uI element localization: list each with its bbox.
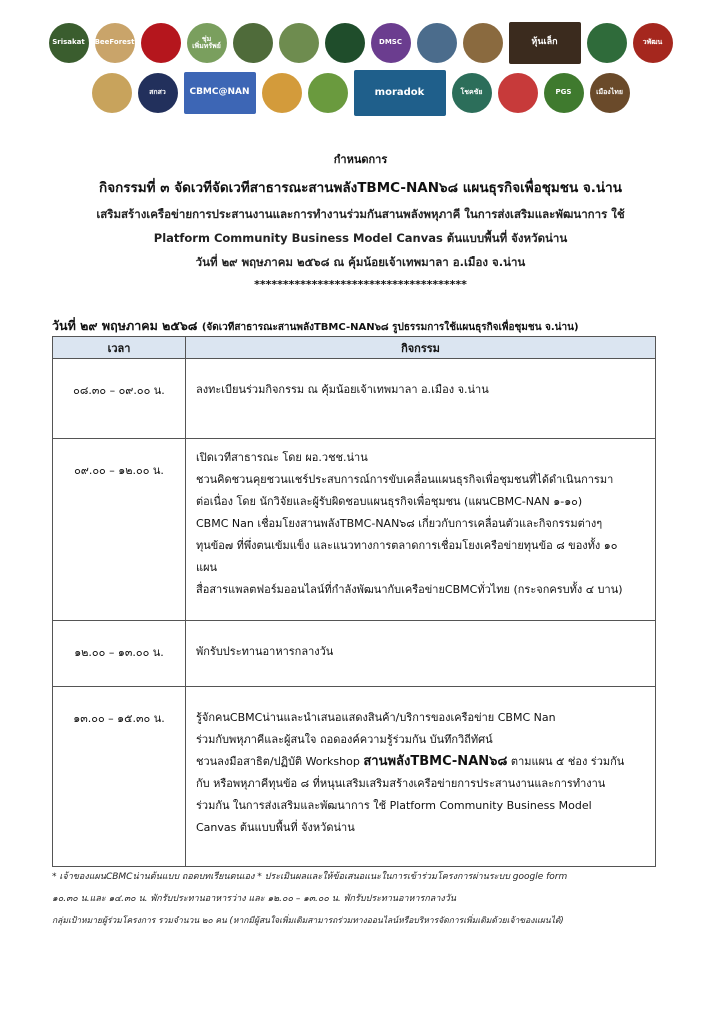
row-activity	[186, 439, 656, 621]
partner-logo: หุ้นเล็ก	[509, 22, 581, 64]
partner-logo: สกสว	[138, 73, 178, 113]
star-divider: *************************************	[254, 278, 467, 291]
title-block	[0, 150, 721, 291]
partner-logo	[262, 73, 302, 113]
partner-logo	[279, 23, 319, 63]
partner-logo	[325, 23, 365, 63]
schedule-date	[52, 316, 579, 336]
partner-logo	[417, 23, 457, 63]
header-activity: กิจกรรม	[186, 337, 656, 359]
activity-line: แผน	[196, 561, 218, 574]
row-activity	[186, 621, 656, 687]
partner-logo	[141, 23, 181, 63]
partner-logo: วพัฒน	[633, 23, 673, 63]
partner-logo: Srisakat	[49, 23, 89, 63]
activity-line: ลงทะเบียนร่วมกิจกรรม ณ คุ้มน้อยเจ้าเทพมาลา อ.เมือง จ.น่าน	[196, 383, 489, 396]
workshop-prefix: ชวนลงมือสาธิต/ปฏิบัติ Workshop	[196, 755, 360, 768]
table-row	[53, 439, 656, 621]
partner-logo	[587, 23, 627, 63]
activity-line: กับ หรือพหุภาคีทุนข้อ ๘ ที่หนุนเสริมเสริมสร้างเครือข่ายการประสานงานและการทำงาน	[196, 777, 606, 790]
footnotes	[52, 866, 672, 932]
partner-logo	[308, 73, 348, 113]
partner-logo: DMSC	[371, 23, 411, 63]
activity-line: ต่อเนื่อง โดย นักวิจัยและผู้รับผิดชอบแผนธุรกิจเพื่อชุมชน (แผนCBMC-NAN ๑-๑๐)	[196, 495, 583, 508]
partner-logo: PGS	[544, 73, 584, 113]
row-time: ๑๓.๐๐ – ๑๕.๓๐ น.	[53, 687, 186, 867]
partner-logos	[0, 22, 721, 122]
row-activity	[186, 359, 656, 439]
activity-line: CBMC Nan เชื่อมโยงสานพลังTBMC-NAN๖๘ เกี่ยวกับการเคลื่อนตัวและกิจกรรมต่างๆ	[196, 517, 603, 530]
partner-logo	[233, 23, 273, 63]
footnote-2: ๑๐.๓๐ น.และ ๑๔.๓๐ น. พักรับประทานอาหารว่าง และ ๑๒.๐๐ – ๑๓.๐๐ น. พักรับประทานอาหารกลางวัน	[52, 894, 456, 904]
table-header	[53, 337, 656, 359]
activity-line: พักรับประทานอาหารกลางวัน	[196, 645, 334, 658]
activity-line: เปิดเวทีสาธารณะ โดย ผอ.วชช.น่าน	[196, 451, 368, 464]
activity-line: ร่วมกัน ในการส่งเสริมและพัฒนาการ ใช้ Platform Community Business Model	[196, 799, 592, 812]
activity-line: Canvas ต้นแบบพื้นที่ จังหวัดน่าน	[196, 821, 355, 834]
header-time: เวลา	[53, 337, 186, 359]
footnote-3: กลุ่มเป้าหมายผู้ร่วมโครงการ รวมจำนวน ๒๐ คน (หากมีผู้สนใจเพิ่มเติมสามารถร่วมทางออนไลน์หรือบริหารจัดการเพิ่มเติมด้วยเจ้าของแผนได้)	[52, 916, 564, 926]
schedule-date-text: วันที่ ๒๙ พฤษภาคม ๒๕๖๘	[52, 318, 198, 333]
row-activity	[186, 687, 656, 867]
row-time: ๑๒.๐๐ – ๑๓.๐๐ น.	[53, 621, 186, 687]
footnote-1: * เจ้าของแผนCBMCน่านต้นแบบ ถอดบทเรียนตนเอง * ประเมินผลและให้ข้อเสนอแนะในการเข้าร่วมโครงการผ่านระบบ google form	[52, 872, 568, 882]
workshop-line	[196, 751, 647, 773]
subtitle-line-2: Platform Community Business Model Canvas ต้นแบบพื้นที่ จังหวัดน่าน	[153, 231, 568, 245]
table-row	[53, 359, 656, 439]
activity-line: ร่วมกับพหุภาคีและผู้สนใจ ถอดองค์ความรู้ร่วมกัน บันทึกวิถีทัศน์	[196, 733, 493, 746]
schedule-date-note: (จัดเวทีสาธารณะสานพลังTBMC-NAN๖๘ รูปธรรมการใช้แผนธุรกิจเพื่อชุมชน จ.น่าน)	[201, 322, 579, 333]
workshop-bold: สานพลังTBMC-NAN๖๘	[363, 754, 508, 769]
partner-logo: BeeForest	[95, 23, 135, 63]
logo-row-2	[0, 70, 721, 116]
partner-logo: CBMC@NAN	[184, 72, 256, 114]
partner-logo: โชคชัย	[452, 73, 492, 113]
workshop-suffix: ตามแผน ๕ ช่อง ร่วมกัน	[510, 755, 625, 768]
activity-line: รู้จักคนCBMCน่านและนำเสนอแสดงสินค้า/บริการของเครือข่าย CBMC Nan	[196, 711, 556, 724]
partner-logo: เมืองไทย	[590, 73, 630, 113]
row-time: ๐๙.๐๐ – ๑๒.๐๐ น.	[53, 439, 186, 621]
partner-logo: ชุ่ม เพิ่มทรัพย์	[187, 23, 227, 63]
agenda-heading: กำหนดการ	[333, 153, 388, 166]
activity-line: ทุนข้อ๗ ที่พึ่งตนเข้มแข็ง และแนวทางการตลาดการเชื่อมโยงเครือข่ายทุนข้อ ๘ ของทั้ง ๑๐	[196, 539, 618, 552]
subtitle-line-1: เสริมสร้างเครือข่ายการประสานงานและการทำงานร่วมกันสานพลังพหุภาคี ในการส่งเสริมและพัฒนาการ ใช้	[96, 207, 625, 221]
partner-logo	[92, 73, 132, 113]
partner-logo: moradok	[354, 70, 446, 116]
activity-title: กิจกรรมที่ ๓ จัดเวทีจัดเวทีสาธารณะสานพลังTBMC-NAN๖๘ แผนธุรกิจเพื่อชุมชน จ.น่าน	[99, 180, 622, 196]
date-venue: วันที่ ๒๙ พฤษภาคม ๒๕๖๘ ณ คุ้มน้อยเจ้าเทพมาลา อ.เมือง จ.น่าน	[195, 255, 526, 269]
logo-row-1	[0, 22, 721, 64]
row-time: ๐๘.๓๐ – ๐๙.๐๐ น.	[53, 359, 186, 439]
activity-line: สื่อสารแพลตฟอร์มออนไลน์ที่กำลังพัฒนากับเครือข่ายCBMCทั่วไทย (กระจกครบทั้ง ๔ บาน)	[196, 583, 623, 596]
partner-logo	[463, 23, 503, 63]
activity-line: ชวนคิดชวนคุยชวนแชร์ประสบการณ์การขับเคลื่อนแผนธุรกิจเพื่อชุมชนที่ได้ดำเนินการมา	[196, 473, 614, 486]
table-row	[53, 621, 656, 687]
schedule-table	[52, 336, 656, 867]
table-row	[53, 687, 656, 867]
partner-logo	[498, 73, 538, 113]
